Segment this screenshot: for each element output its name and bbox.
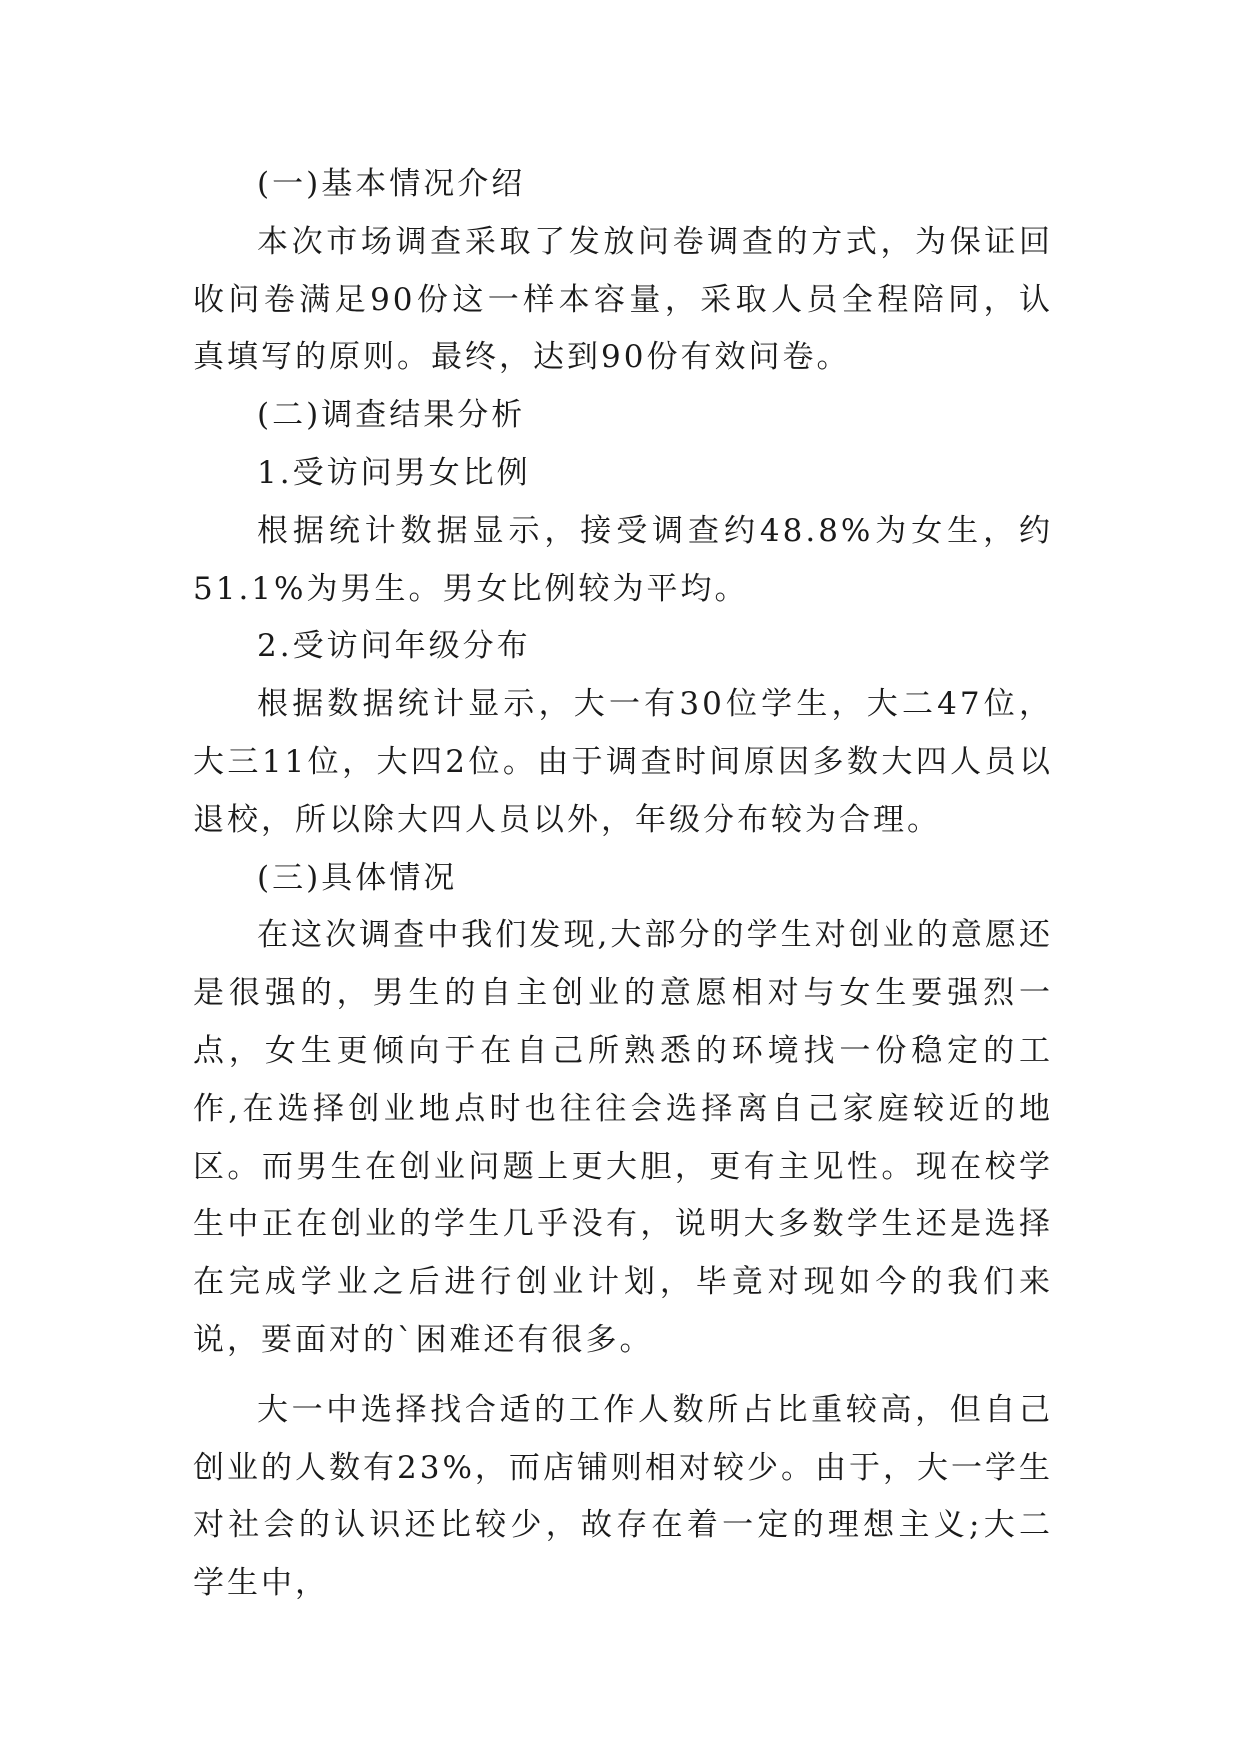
paragraph-freshman: 大一中选择找合适的工作人数所占比重较高，但自己创业的人数有23%，而店铺则相对较少。由于，大一学生对社会的认识还比较少，故存在着一定的理想主义;大二学生中， — [193, 1391, 1053, 1602]
paragraph-gender-ratio: 根据统计数据显示，接受调查约48.8%为女生，约51.1%为男生。男女比例较为平均。 — [193, 512, 1053, 607]
subheading-grade-distribution: 2.受访问年级分布 — [257, 628, 531, 665]
paragraph-survey-method: 本次市场调查采取了发放问卷调查的方式，为保证回收问卷满足90份这一样本容量，采取人员全程陪同，认真填写的原则。最终，达到90份有效问卷。 — [193, 223, 1053, 376]
subheading-gender-ratio: 1.受访问男女比例 — [257, 454, 531, 491]
section-heading-analysis: (二)调查结果分析 — [257, 397, 526, 434]
paragraph-grade-distribution: 根据数据统计显示，大一有30位学生，大二47位，大三11位，大四2位。由于调查时间原因多数大四人员以退校，所以除大四人员以外，年级分布较为合理。 — [193, 686, 1053, 838]
document-body — [193, 156, 1053, 1613]
paragraph-details: 在这次调查中我们发现,大部分的学生对创业的意愿还是很强的，男生的自主创业的意愿相对与女生要强烈一点，女生更倾向于在自己所熟悉的环境找一份稳定的工作,在选择创业地点时也往往会选择离自己家庭较近的地区。而男生在创业问题上更大胆，更有主见性。现在校学生中正在创业的学生几乎没有，说明大多数学生还是选择在完成学业之后进行创业计划，毕竟对现如今的我们来说，要面对的`困难还有很多。 — [193, 917, 1053, 1358]
section-heading-details: (三)具体情况 — [257, 859, 458, 896]
section-heading-basic-info: (一)基本情况介绍 — [257, 166, 526, 202]
